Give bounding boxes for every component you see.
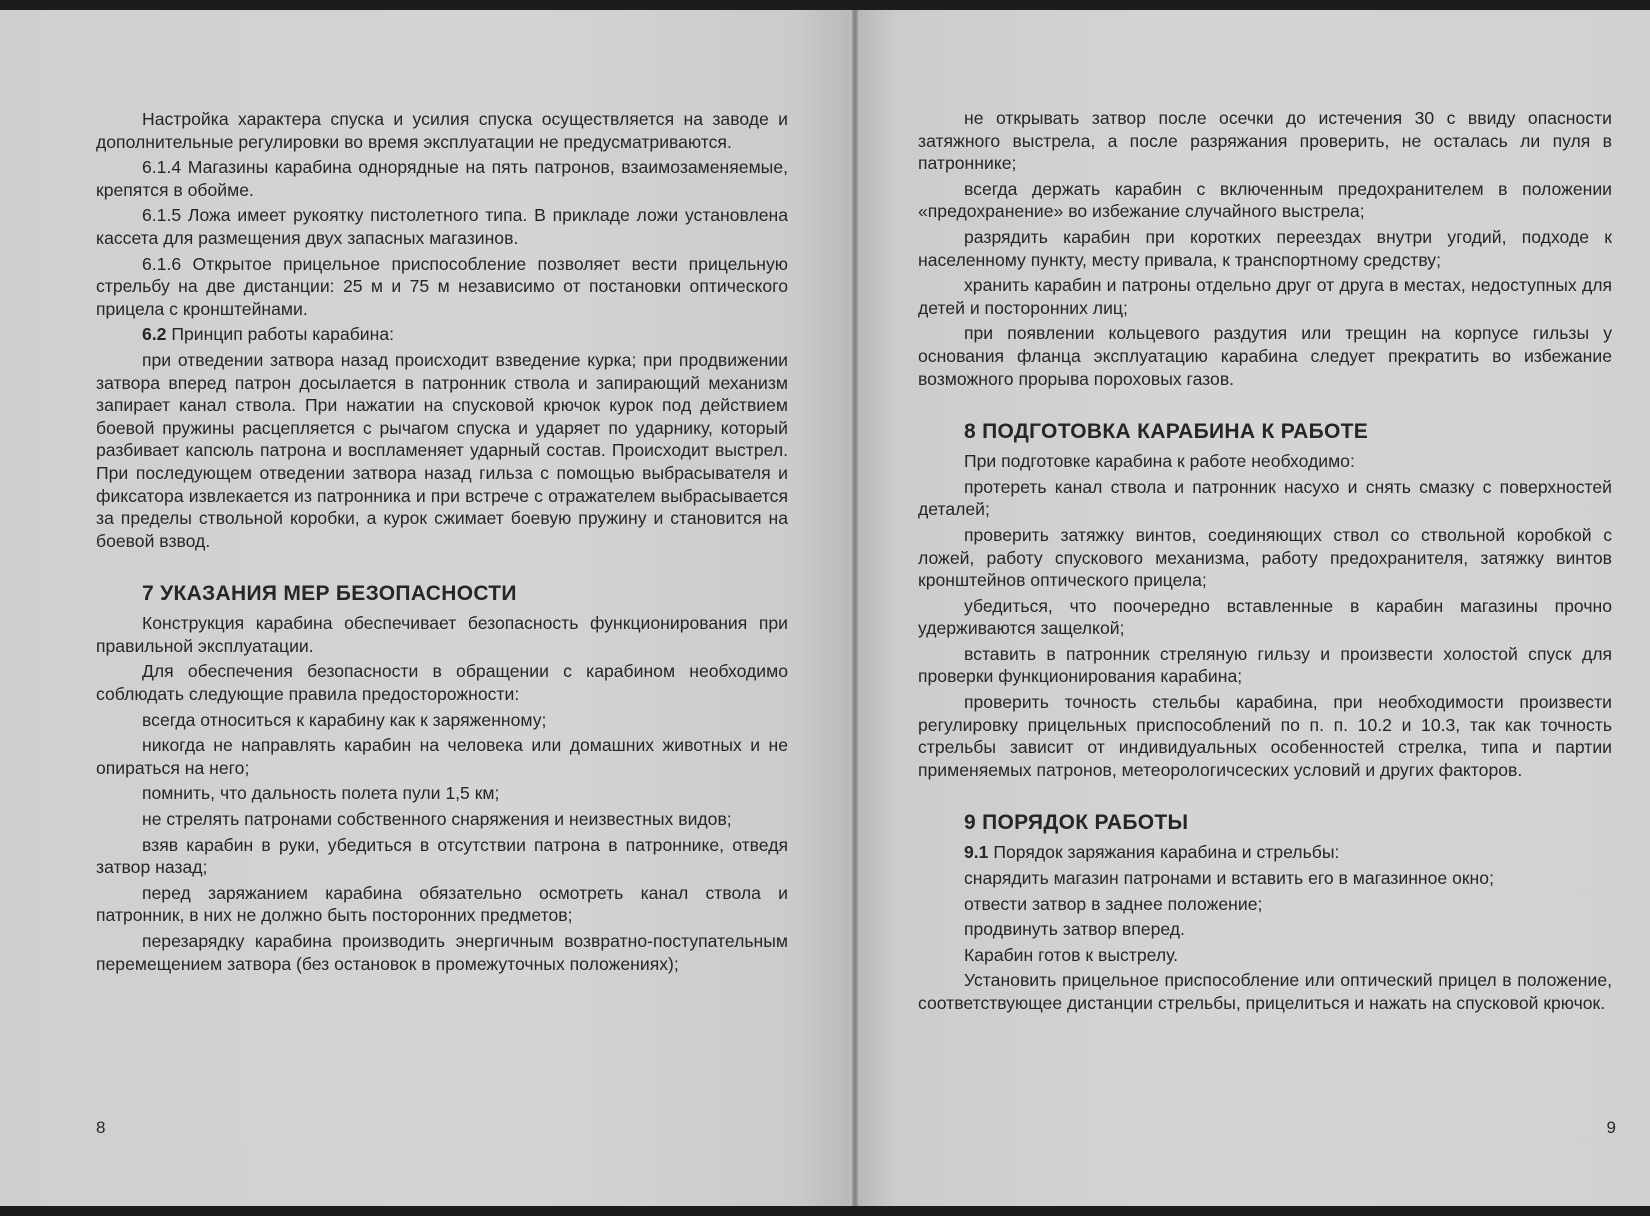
section-number-9-1: 9.1 xyxy=(964,842,989,863)
book-spread xyxy=(0,10,1650,1206)
paragraph-7-5: помнить, что дальность полета пули 1,5 км; xyxy=(142,783,500,804)
paragraph-9-1-heading xyxy=(918,841,1612,864)
paragraph-7-3: всегда относиться к карабину как к заряженному; xyxy=(142,709,547,730)
right-page-text xyxy=(918,107,1612,1018)
section-heading-7: 7 УКАЗАНИЯ МЕР БЕЗОПАСНОСТИ xyxy=(142,582,517,606)
paragraph-9-step-1: снарядить магазин патронами и вставить его в магазинное окно; xyxy=(964,868,1494,889)
section-heading-8: 8 ПОДГОТОВКА КАРАБИНА К РАБОТЕ xyxy=(964,420,1369,444)
left-page-text xyxy=(96,108,788,978)
paragraph-6-1-6: 6.1.6 Открытое прицельное приспособление позволяет вести прицельную стрельбу на две дистанции: 25 м и 75 м независимо от постановки оптического прицела с кронштейнами. xyxy=(96,253,788,319)
paragraph-case-crack-rule: при появлении кольцевого раздутия или трещин на корпусе гильзы у основания фланца эксплуатацию карабина следует прекратить во избежание возможного прорыва пороховых газов. xyxy=(918,323,1612,389)
paragraph-8-6: проверить точность стельбы карабина, при необходимости произвести регулировку прицельных приспособлений по п. п. 10.2 и 10.3, так как точность стрельбы зависит от индивидуальных особенностей стрелка, типа и партии применяемых патронов, метеорологичсеских условий и других факторов. xyxy=(918,692,1612,780)
paragraph-8-4: убедиться, что поочередно вставленные в карабин магазины прочно удерживаются защелкой; xyxy=(918,595,1612,639)
paragraph-6-2-body: при отведении затвора назад происходит взведение курка; при продвижении затвора вперед патрон досылается в патронник ствола и запирающий механизм запирает канал ствола. При нажатии на спусковой крючок курок под действием боевой пружины расцепляется с рычагом спуска и ударяет по ударнику, который разбивает капсюль патрона и воспламеняет ударный состав. Происходит выстрел. При последующем отведении затвора назад гильза с помощью выбрасывателя и фиксатора извлекается из патронника и при встрече с отражателем выбрасывается за пределы ствольной коробки, а курок сжимает боевую пружину и становится на боевой взвод. xyxy=(96,349,788,551)
paragraph-7-2: Для обеспечения безопасности в обращении с карабином необходимо соблюдать следующие правила предосторожности: xyxy=(96,661,788,705)
paragraph-6-1-5: 6.1.5 Ложа имеет рукоятку пистолетного типа. В прикладе ложи установлена кассета для размещения двух запасных магазинов. xyxy=(96,205,788,248)
paragraph-7-1: Конструкция карабина обеспечивает безопасность функционирования при правильной эксплуатации. xyxy=(96,613,788,656)
paragraph-6-1-4: 6.1.4 Магазины карабина однорядные на пять патронов, взаимозаменяемые, крепятся в обойме. xyxy=(96,157,788,200)
paragraph-unload-rule: разрядить карабин при коротких переездах внутри угодий, подходе к населенному пункту, месту привала, к транспортному средству; xyxy=(918,226,1612,270)
paragraph-9-ready: Карабин готов к выстрелу. xyxy=(964,944,1179,965)
paragraph-7-4: никогда не направлять карабин на человека или домашних животных и не опираться на него; xyxy=(96,735,788,778)
paragraph-8-3: проверить затяжку винтов, соединяющих ствол со ствольной коробкой с ложей, работу спускового механизма, работу предохранителя, затяжку винтов кронштейнов оптического прицела; xyxy=(918,524,1612,591)
section-number-6-2: 6.2 xyxy=(142,324,167,345)
left-page xyxy=(0,10,852,1206)
paragraph-8-2: протереть канал ствола и патронник насухо и снять смазку с поверхностей деталей; xyxy=(918,476,1612,520)
page-number-left: 8 xyxy=(96,1118,106,1137)
section-title-9-1: Порядок заряжания карабина и стрельбы: xyxy=(988,842,1340,863)
paragraph-6-2-heading xyxy=(96,323,788,346)
paragraph-9-step-2: отвести затвор в заднее положение; xyxy=(964,893,1263,914)
paragraph-storage-rule: хранить карабин и патроны отдельно друг от друга в местах, недоступных для детей и посторонних лиц; xyxy=(918,275,1612,318)
paragraph-7-9: перезарядку карабина производить энергичным возвратно-поступательным перемещением затвора (без остановок в промежуточных положениях); xyxy=(96,931,788,974)
paragraph-8-1: При подготовке карабина к работе необходимо: xyxy=(964,451,1355,472)
paragraph-trigger-setup: Настройка характера спуска и усилия спуска осуществляется на заводе и дополнительные регулировки во время эксплуатации не предусматриваются. xyxy=(96,109,788,152)
section-title-6-2: Принцип работы карабина: xyxy=(166,324,395,345)
page-number-right: 9 xyxy=(1606,1118,1616,1137)
paragraph-8-5: вставить в патронник стреляную гильзу и произвести холостой спуск для проверки функционирования карабина; xyxy=(918,643,1612,687)
paragraph-9-aim: Установить прицельное приспособление или оптический прицел в положение, соответствующее дистанции стрельбы, прицелиться и нажать на спусковой крючок. xyxy=(918,970,1612,1013)
right-page xyxy=(858,10,1650,1206)
paragraph-misfire-rule: не открывать затвор после осечки до истечения 30 с ввиду опасности затяжного выстрела, а после разряжания проверить, не осталась ли пуля в патроннике; xyxy=(918,108,1612,174)
section-heading-9: 9 ПОРЯДОК РАБОТЫ xyxy=(964,811,1189,835)
paragraph-7-8: перед заряжанием карабина обязательно осмотреть канал ствола и патронник, в них не должно быть посторонних предметов; xyxy=(96,882,788,926)
paragraph-9-step-3: продвинуть затвор вперед. xyxy=(964,919,1185,940)
paragraph-7-6: не стрелять патронами собственного снаряжения и неизвестных видов; xyxy=(142,809,732,830)
paragraph-7-7: взяв карабин в руки, убедиться в отсутствии патрона в патроннике, отведя затвор назад; xyxy=(96,834,788,878)
paragraph-safety-on-rule: всегда держать карабин с включенным предохранителем в положении «предохранение» во избежание случайного выстрела; xyxy=(918,178,1612,222)
